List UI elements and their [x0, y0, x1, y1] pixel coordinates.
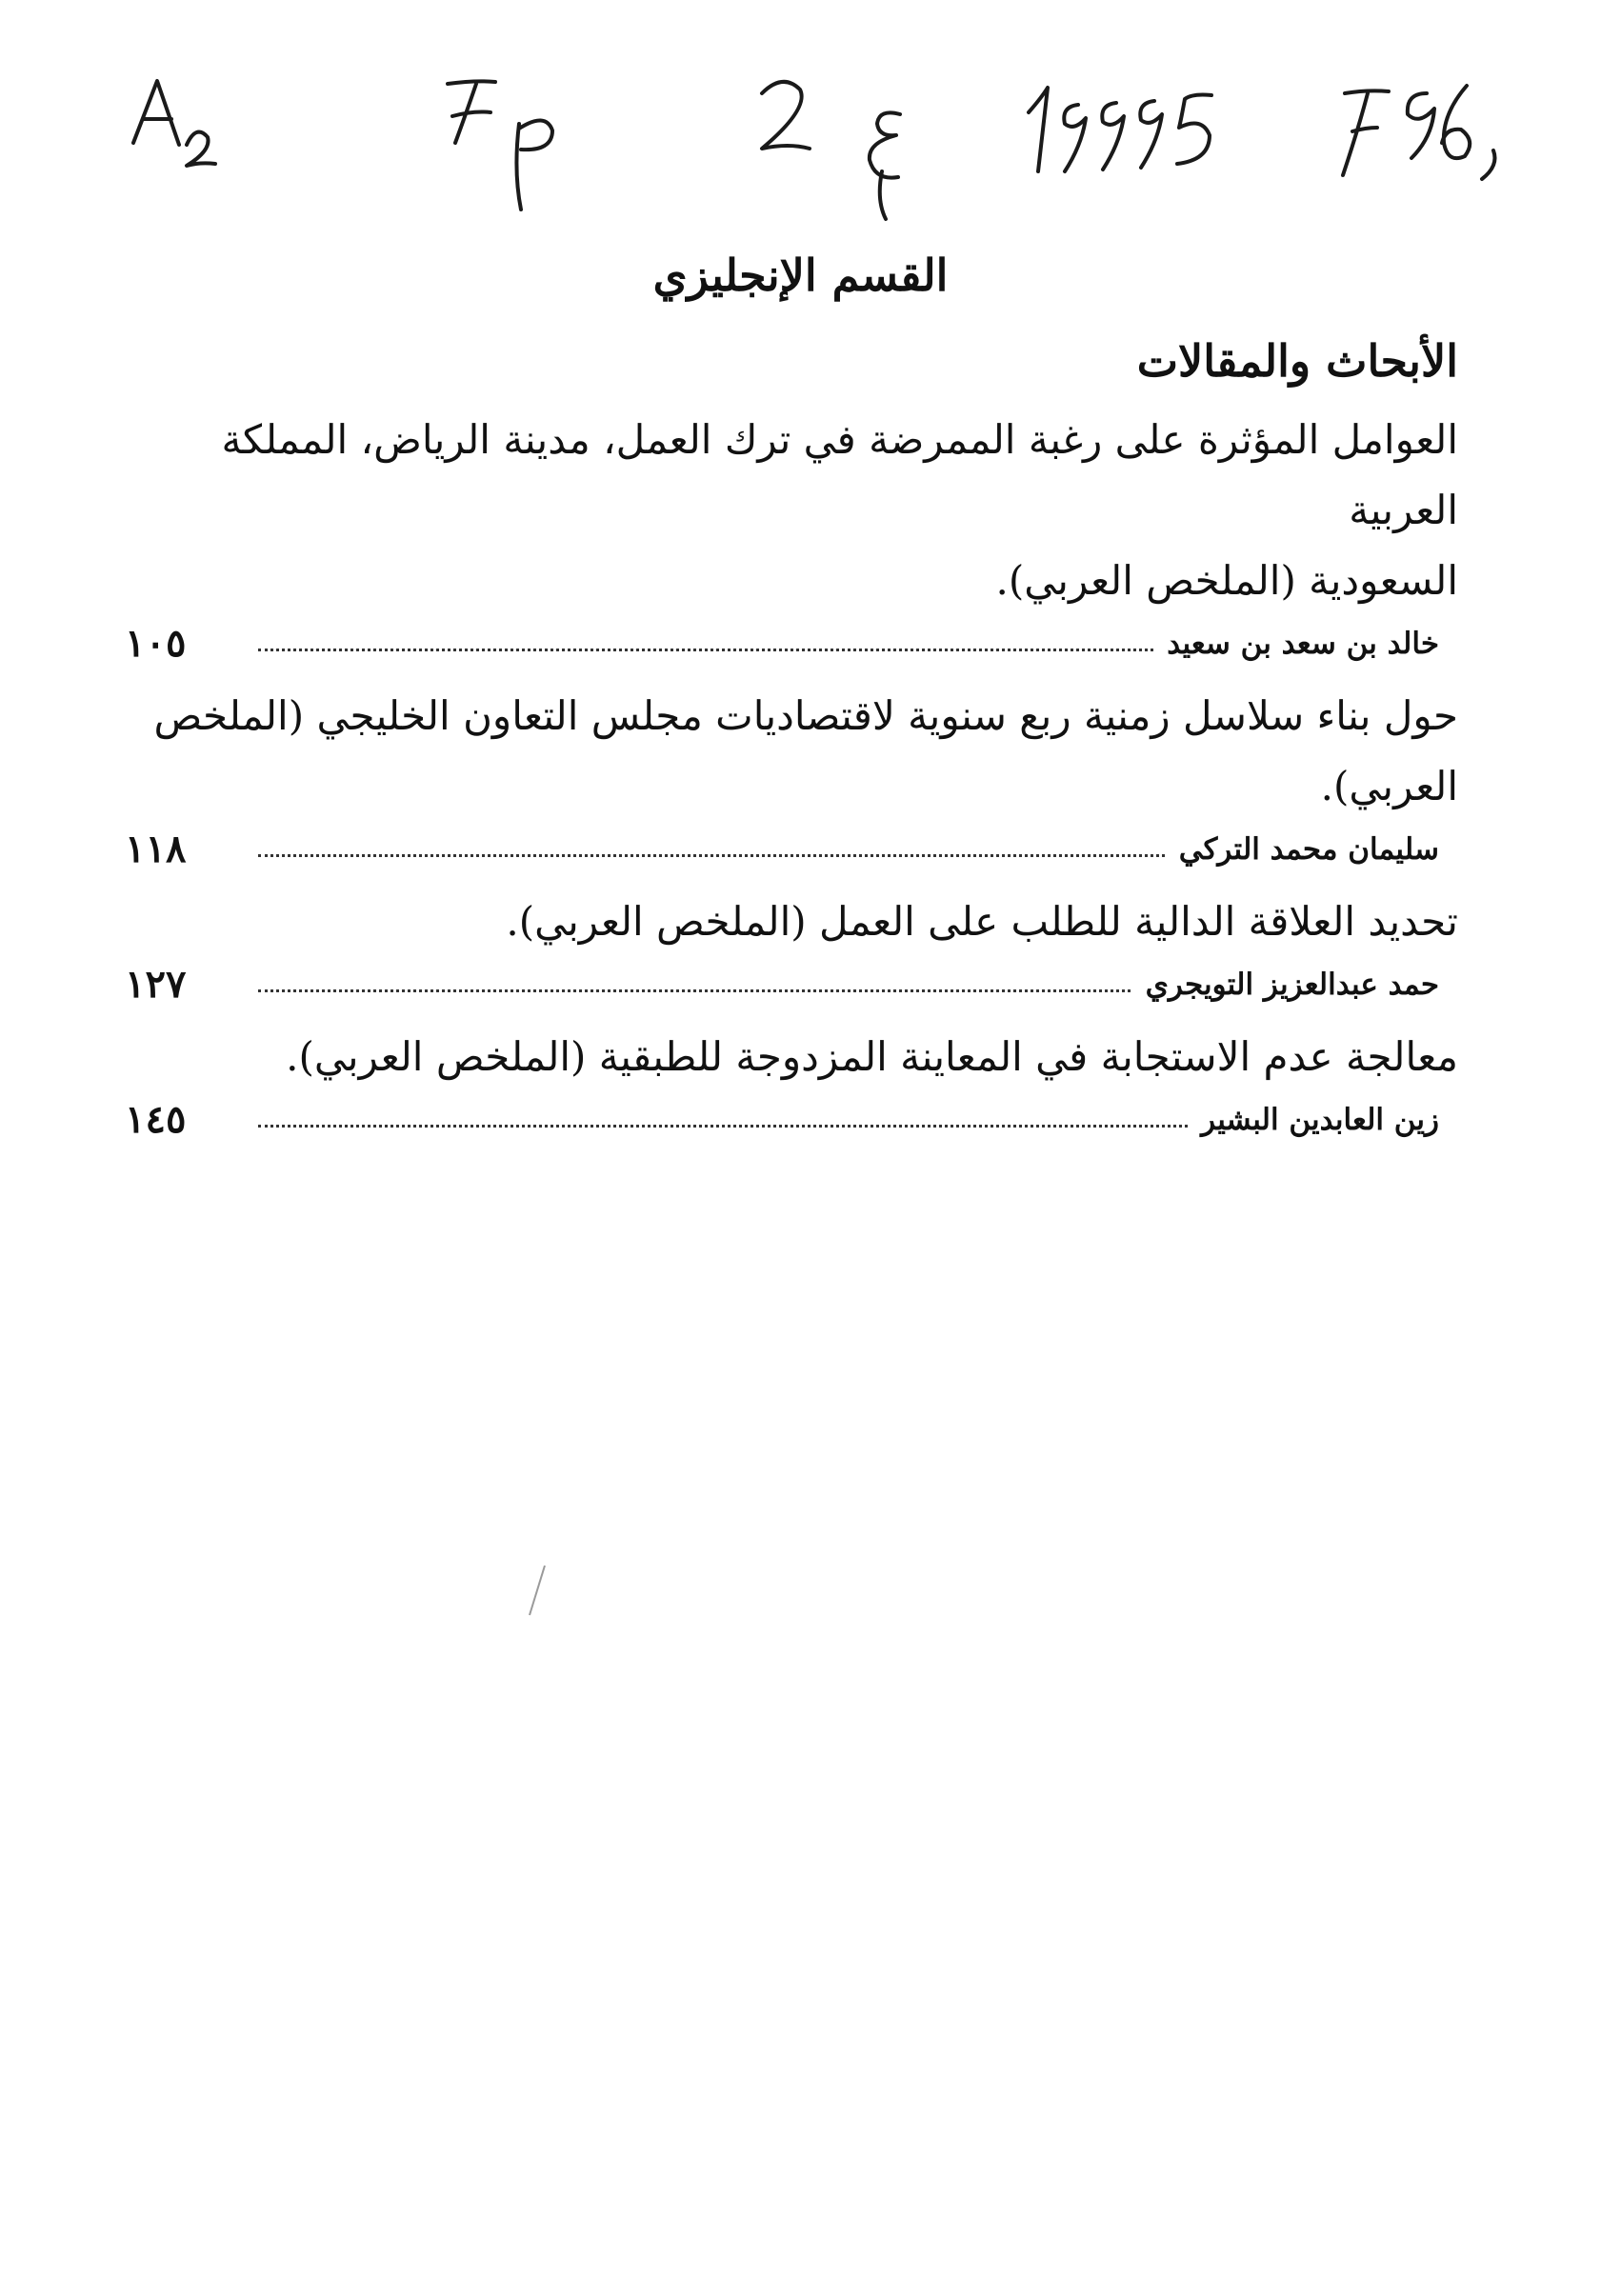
toc-entry	[125, 405, 1458, 671]
entry-title-line: تحديد العلاقة الدالية للطلب على العمل (الملخص العربي).	[506, 898, 1458, 945]
entry-author-row	[125, 957, 1458, 1012]
entry-title-line: السعودية (الملخص العربي).	[995, 557, 1458, 604]
entry-author: حمد عبدالعزيز التويجري	[1132, 957, 1439, 1012]
handwritten-annotation-drawing	[0, 38, 1601, 229]
entry-page-number: ١١٨	[125, 827, 187, 871]
entry-page-number: ١٤٥	[125, 1097, 187, 1142]
section-title: القسم الإنجليزي	[652, 250, 949, 301]
entry-title-line: حول بناء سلاسل زمنية ربع سنوية لاقتصاديات مجلس التعاون الخليجي (الملخص	[153, 692, 1458, 739]
toc-entry	[125, 681, 1458, 877]
table-of-contents	[125, 329, 1458, 1157]
entry-author: زين العابدين البشير	[1188, 1092, 1439, 1148]
scan-mark	[522, 1562, 550, 1619]
entry-title-line: العوامل المؤثرة على رغبة الممرضة في ترك العمل، مدينة الرياض، المملكة العربية	[221, 416, 1458, 533]
entry-title-line: معالجة عدم الاستجابة في المعاينة المزدوجة للطبقية (الملخص العربي).	[286, 1033, 1458, 1080]
entry-page-number: ١٢٧	[125, 962, 187, 1007]
entry-author-row	[125, 616, 1458, 671]
toc-entry	[125, 887, 1458, 1012]
subsection-title: الأبحاث والمقالات	[1136, 335, 1458, 387]
handwritten-annotation	[0, 38, 1601, 229]
entry-author: سليمان محمد التركي	[1166, 822, 1439, 877]
toc-entry	[125, 1022, 1458, 1148]
entry-title-line: العربي).	[1320, 763, 1458, 809]
entry-author-row	[125, 1092, 1458, 1148]
entry-author: خالد بن سعد بن سعيد	[1153, 616, 1439, 671]
entry-author-row	[125, 822, 1458, 877]
entry-page-number: ١٠٥	[125, 621, 187, 666]
